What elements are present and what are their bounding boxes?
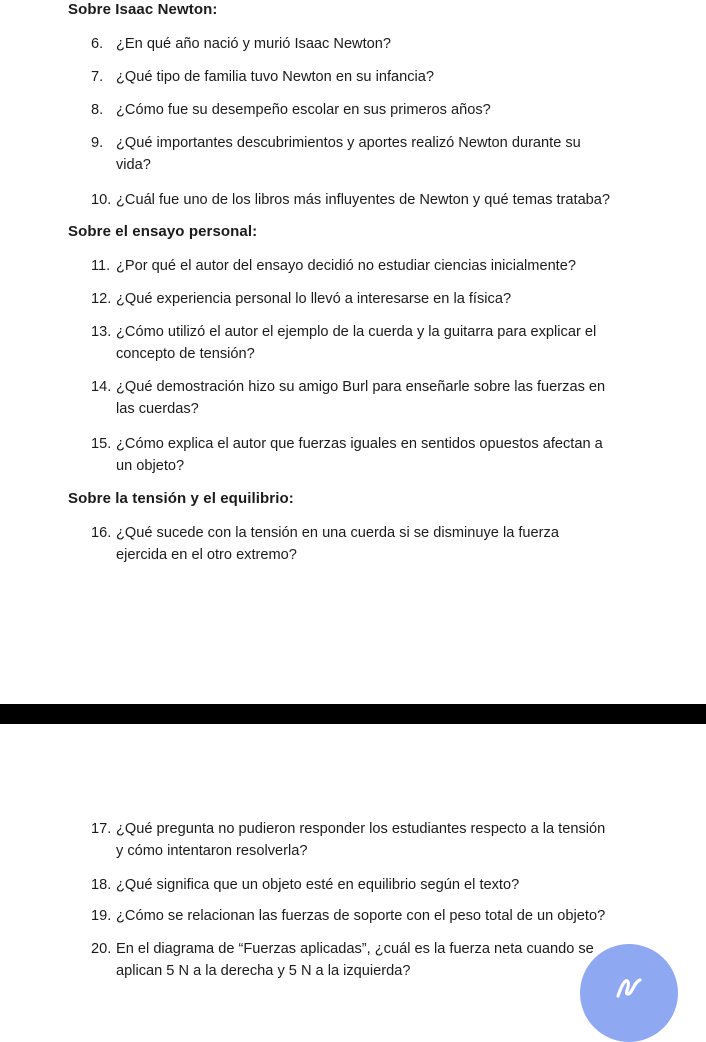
question-number: 8. [91,102,104,118]
section-heading-tension: Sobre la tensión y el equilibrio: [68,490,294,507]
question-7 [91,66,651,88]
question-11 [91,255,651,277]
question-number: 12. [91,291,112,307]
section-heading-newton: Sobre Isaac Newton: [68,1,218,18]
question-number: 18. [91,877,112,893]
question-text: ¿Cómo fue su desempeño escolar en sus primeros años? [116,102,491,118]
question-10 [91,189,651,211]
question-text: ¿Qué sucede con la tensión en una cuerda si se disminuye la fuerza [116,525,559,541]
question-text: ¿Qué tipo de familia tuvo Newton en su infancia? [116,69,434,85]
question-text-continued: vida? [116,157,151,173]
question-text: ¿Cómo utilizó el autor el ejemplo de la cuerda y la guitarra para explicar el [116,324,597,340]
question-text: ¿Por qué el autor del ensayo decidió no estudiar ciencias inicialmente? [116,258,576,274]
question-text-continued: un objeto? [116,458,185,474]
question-text-continued: aplican 5 N a la derecha y 5 N a la izquierda? [116,963,411,979]
question-number: 10. [91,192,112,208]
question-text-continued: las cuerdas? [116,401,199,417]
question-text: ¿Cómo explica el autor que fuerzas iguales en sentidos opuestos afectan a [116,436,603,452]
question-text-continued: y cómo intentaron resolverla? [116,843,308,859]
question-text: ¿Cómo se relacionan las fuerzas de soporte con el peso total de un objeto? [116,908,606,924]
question-12 [91,288,651,310]
floating-action-button[interactable] [580,944,678,1042]
question-text: ¿Qué importantes descubrimientos y aportes realizó Newton durante su [116,135,581,151]
question-17 [91,818,651,862]
question-number: 20. [91,941,112,957]
question-text: En el diagrama de “Fuerzas aplicadas”, ¿cuál es la fuerza neta cuando se [116,941,594,957]
question-number: 13. [91,324,112,340]
question-number: 11. [91,258,111,274]
question-number: 6. [91,36,104,52]
question-number: 16. [91,525,112,541]
question-19 [91,905,651,927]
question-text-continued: ejercida en el otro extremo? [116,547,297,563]
question-18 [91,874,651,896]
question-text: ¿Qué pregunta no pudieron responder los estudiantes respecto a la tensión [116,821,606,837]
section-heading-ensayo: Sobre el ensayo personal: [68,223,258,240]
question-8 [91,99,651,121]
question-16 [91,522,651,566]
question-13 [91,321,651,365]
question-number: 9. [91,135,104,151]
question-text-continued: concepto de tensión? [116,346,255,362]
question-9 [91,132,651,176]
question-number: 19. [91,908,112,924]
question-text: ¿Qué experiencia personal lo llevó a interesarse en la física? [116,291,512,307]
question-15 [91,433,651,477]
question-6 [91,33,651,55]
question-number: 17. [91,821,112,837]
question-number: 7. [91,69,104,85]
question-text: ¿Qué demostración hizo su amigo Burl para enseñarle sobre las fuerzas en [116,379,606,395]
question-number: 15. [91,436,112,452]
question-text: ¿Cuál fue uno de los libros más influyentes de Newton y qué temas trataba? [116,192,611,208]
question-14 [91,376,651,420]
question-text: ¿En qué año nació y murió Isaac Newton? [116,36,392,52]
page-divider [0,704,706,724]
pen-scribble-icon [614,972,644,1002]
question-20 [91,938,651,982]
question-number: 14. [91,379,112,395]
question-text: ¿Qué significa que un objeto esté en equilibrio según el texto? [116,877,520,893]
